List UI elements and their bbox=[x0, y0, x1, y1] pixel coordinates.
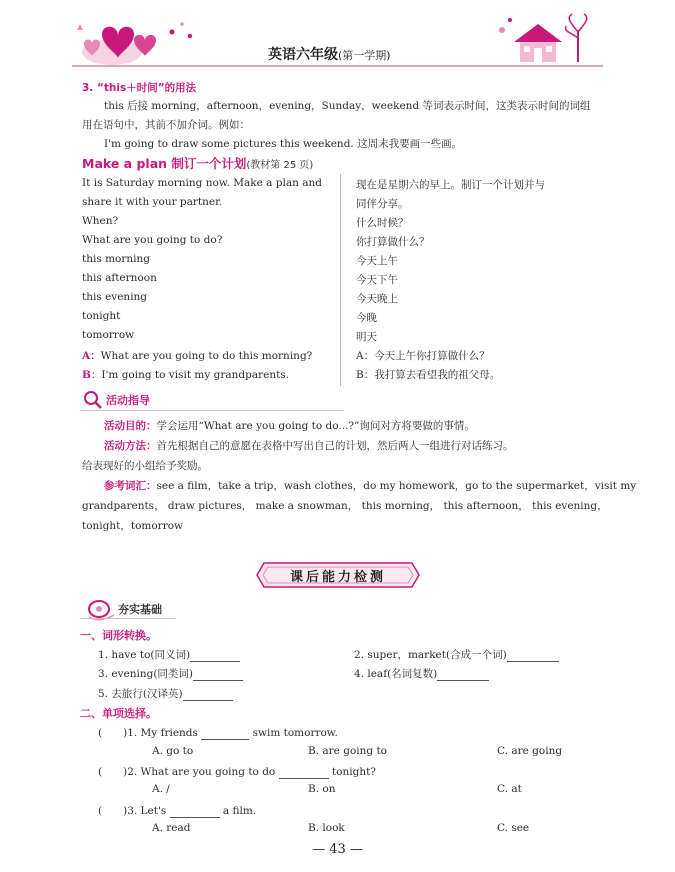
guide-method: 活动方法：首先根据自己的意愿在表格中写出自己的计划，然后两人一组进行对话练习。 bbox=[104, 440, 514, 452]
plan-left-line: What are you going to do? bbox=[82, 234, 223, 246]
part1-item: 4. leaf(名词复数) bbox=[354, 666, 489, 681]
guide-vocab: 参考词汇：see a film，take a trip，wash clothes，do my homework，go to the supermarket，visit my bbox=[104, 480, 637, 492]
guide-goal: 活动目的：学会运用“What are you going to do...?”询问对方将要做的事情。 bbox=[104, 420, 475, 432]
section3-paragraph-line1: this 后接 morning，afternoon，evening，Sunday，weekend 等词表示时间，这类表示时间的词组 bbox=[104, 100, 591, 112]
part1-heading: 一、词形转换。 bbox=[80, 629, 157, 642]
answer-blank[interactable] bbox=[437, 669, 489, 681]
question-1: ( )1. My friends swim tomorrow. bbox=[98, 727, 338, 739]
guide-method-cont: 给表现好的小组给予奖励。 bbox=[82, 460, 208, 472]
section3-example: I'm going to draw some pictures this weekend. 这周末我要画一些画。 bbox=[104, 138, 463, 150]
guide-vocab-cont2: tonight，tomorrow bbox=[82, 520, 184, 532]
plan-right-line: 你打算做什么？ bbox=[356, 236, 430, 248]
plan-right-line: 今天上午 bbox=[356, 255, 398, 267]
guide-underline bbox=[80, 410, 344, 411]
option[interactable]: A. go to bbox=[152, 745, 194, 757]
banner-title: 课后能力检测 bbox=[289, 570, 386, 585]
option[interactable]: C. see bbox=[497, 822, 530, 834]
part1-item: 5. 去旅行(汉译英) bbox=[98, 686, 233, 701]
house-decoration-icon bbox=[490, 10, 603, 66]
plan-right-line: 同伴分享。 bbox=[356, 198, 409, 210]
answer-blank[interactable] bbox=[201, 728, 249, 740]
part2-heading: 二、单项选择。 bbox=[80, 707, 157, 720]
plan-right-line: 什么时候？ bbox=[356, 217, 409, 229]
part1-item: 2. super，market(合成一个词) bbox=[354, 647, 559, 662]
option[interactable]: C. at bbox=[497, 783, 522, 795]
plan-dialog-b: B：I'm going to visit my grandparents. bbox=[82, 369, 290, 381]
plan-right-line: 现在是星期六的早上。制订一个计划并与 bbox=[356, 179, 545, 191]
part1-item: 3. evening(同类词) bbox=[98, 666, 243, 681]
plan-column-divider bbox=[340, 174, 341, 386]
answer-blank[interactable] bbox=[193, 669, 243, 681]
plan-right-line: 今天下午 bbox=[356, 274, 398, 286]
page-number: — 43 — bbox=[312, 842, 363, 857]
plan-right-line: 今晚 bbox=[356, 312, 377, 324]
plan-left-line: It is Saturday morning now. Make a plan and bbox=[82, 177, 322, 189]
option[interactable]: B. look bbox=[308, 822, 345, 834]
question-3: ( )3. Let's a film. bbox=[98, 805, 257, 817]
plan-right-line: 明天 bbox=[356, 331, 377, 343]
plan-left-line: this morning bbox=[82, 253, 150, 265]
basics-title: 夯实基础 bbox=[118, 603, 162, 616]
section3-paragraph-line2: 用在语句中，其前不加介词。例如： bbox=[82, 119, 250, 131]
part1-item: 1. have to(同义词) bbox=[98, 647, 240, 662]
option[interactable]: A. read bbox=[152, 822, 191, 834]
option[interactable]: A. / bbox=[152, 783, 170, 795]
plan-dialog-a: A：What are you going to do this morning? bbox=[82, 350, 313, 362]
plan-left-line: tonight bbox=[82, 310, 121, 322]
answer-blank[interactable] bbox=[170, 806, 220, 818]
plan-left-line: share it with your partner. bbox=[82, 196, 223, 208]
plan-left-line: When? bbox=[82, 215, 119, 227]
plan-dialog-a-cn: A：今天上午你打算做什么？ bbox=[356, 350, 490, 362]
basics-underline bbox=[80, 618, 176, 619]
header-title: 英语六年级(第一学期) bbox=[268, 47, 391, 63]
answer-blank[interactable] bbox=[279, 767, 329, 779]
header-divider bbox=[72, 65, 603, 67]
answer-blank[interactable] bbox=[507, 650, 559, 662]
hearts-decoration-icon bbox=[72, 14, 212, 66]
option[interactable]: B. are going to bbox=[308, 745, 387, 757]
plan-title: Make a plan 制订一个计划(教材第 25 页) bbox=[82, 156, 314, 171]
plan-left-line: this afternoon bbox=[82, 272, 157, 284]
plan-left-line: tomorrow bbox=[82, 329, 135, 341]
ring-decoration-icon bbox=[86, 597, 116, 623]
magnifier-icon bbox=[82, 389, 104, 411]
plan-right-line: 今天晚上 bbox=[356, 293, 398, 305]
question-2: ( )2. What are you going to do tonight? bbox=[98, 766, 376, 778]
plan-left-line: this evening bbox=[82, 291, 148, 303]
guide-vocab-cont: grandparents， draw pictures， make a snowman， this morning， this afternoon， this evening， bbox=[82, 500, 608, 512]
answer-blank[interactable] bbox=[183, 689, 233, 701]
section3-heading: 3. “this＋时间”的用法 bbox=[82, 82, 197, 94]
plan-dialog-b-cn: B：我打算去看望我的祖父母。 bbox=[356, 369, 501, 381]
option[interactable]: C. are going bbox=[497, 745, 563, 757]
option[interactable]: B. on bbox=[308, 783, 336, 795]
answer-blank[interactable] bbox=[190, 650, 240, 662]
guide-title: 活动指导 bbox=[106, 394, 150, 407]
